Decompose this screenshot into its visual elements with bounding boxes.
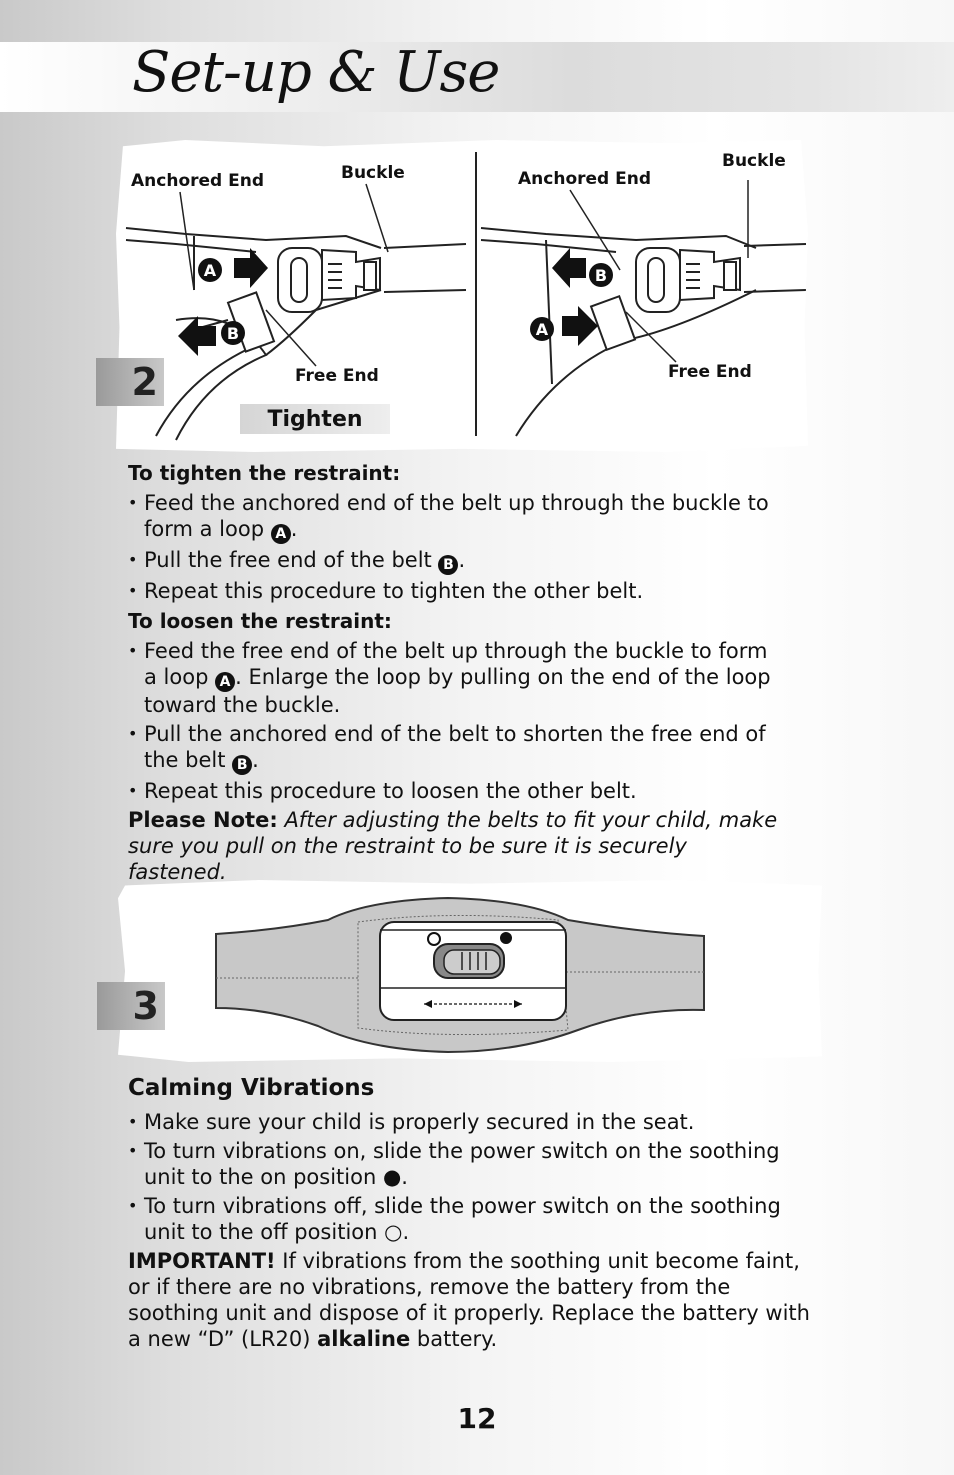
marker-a-badge: A <box>271 524 291 544</box>
marker-a-right: A <box>530 317 554 341</box>
page-title: Set-up & Use <box>132 40 500 105</box>
on-position-icon: ● <box>382 1165 402 1189</box>
important-note <box>128 1248 818 1352</box>
list-item: • Feed the free end of the belt up through the buckle to form a loop A . Enlarge the loop by pulling on the end of the loop toward the buckle. <box>128 638 778 718</box>
soothing-unit-diagram <box>118 880 822 1062</box>
step-number-2: 2 <box>96 358 164 406</box>
label-free-end-right: Free End <box>668 362 752 382</box>
note-text: After adjusting the belts to fit your child, make sure you pull on the restraint to be sure it is securely fastened. <box>128 808 778 884</box>
tighten-heading: To tighten the restraint: <box>128 461 401 485</box>
arrow-left-icon <box>178 316 216 356</box>
list-item: • Pull the anchored end of the belt to shorten the free end of the belt B . <box>128 721 778 775</box>
label-anchored-end-left: Anchored End <box>131 171 265 191</box>
marker-a-left: A <box>198 258 222 282</box>
label-free-end-left: Free End <box>295 366 379 386</box>
please-note <box>128 807 778 885</box>
battery-label: battery. <box>416 1327 498 1351</box>
list-item: • Repeat this procedure to loosen the other belt. <box>128 778 778 804</box>
list-item: • Feed the anchored end of the belt up through the buckle to form a loop A . <box>128 490 778 544</box>
list-item: • Make sure your child is properly secured in the seat. <box>128 1109 818 1135</box>
off-indicator-icon <box>428 933 440 945</box>
step-number-3: 3 <box>97 982 165 1030</box>
calming-section <box>128 1075 818 1352</box>
off-position-icon: ○ <box>384 1220 403 1244</box>
list-item: • Repeat this procedure to tighten the other belt. <box>128 578 778 604</box>
calming-heading: Calming Vibrations <box>128 1075 375 1101</box>
note-label: Please Note: <box>128 808 278 832</box>
page-number: 12 <box>457 1402 497 1435</box>
arrow-left-icon <box>552 248 586 288</box>
marker-a-badge: A <box>215 672 235 692</box>
arrow-right-icon <box>234 248 268 288</box>
tighten-section <box>128 460 778 607</box>
on-indicator-icon <box>500 932 512 944</box>
soothing-unit-illustration <box>118 880 822 1062</box>
marker-b-right: B <box>589 263 613 287</box>
marker-b-badge: B <box>232 755 252 775</box>
list-item: • To turn vibrations off, slide the power switch on the soothing unit to the off position ○. <box>128 1193 818 1245</box>
important-label: IMPORTANT! <box>128 1249 276 1273</box>
list-item: • Pull the free end of the belt B . <box>128 547 778 575</box>
alkaline-label: alkaline <box>317 1327 411 1351</box>
important-text: If vibrations from the soothing unit become faint, or if there are no vibrations, remove the battery from the soothing unit and dispose of it properly. Replace the battery with a new “D” (LR20) <box>128 1249 810 1351</box>
marker-b-badge: B <box>438 555 458 575</box>
marker-b-left: B <box>221 321 245 345</box>
list-item: • To turn vibrations on, slide the power switch on the soothing unit to the on position ●. <box>128 1138 818 1190</box>
loosen-section <box>128 608 778 885</box>
label-anchored-end-right: Anchored End <box>518 169 652 189</box>
label-buckle-right: Buckle <box>722 151 786 171</box>
label-buckle-left: Buckle <box>341 163 405 183</box>
tighten-label: Tighten <box>240 404 390 434</box>
loosen-heading: To loosen the restraint: <box>128 609 392 633</box>
